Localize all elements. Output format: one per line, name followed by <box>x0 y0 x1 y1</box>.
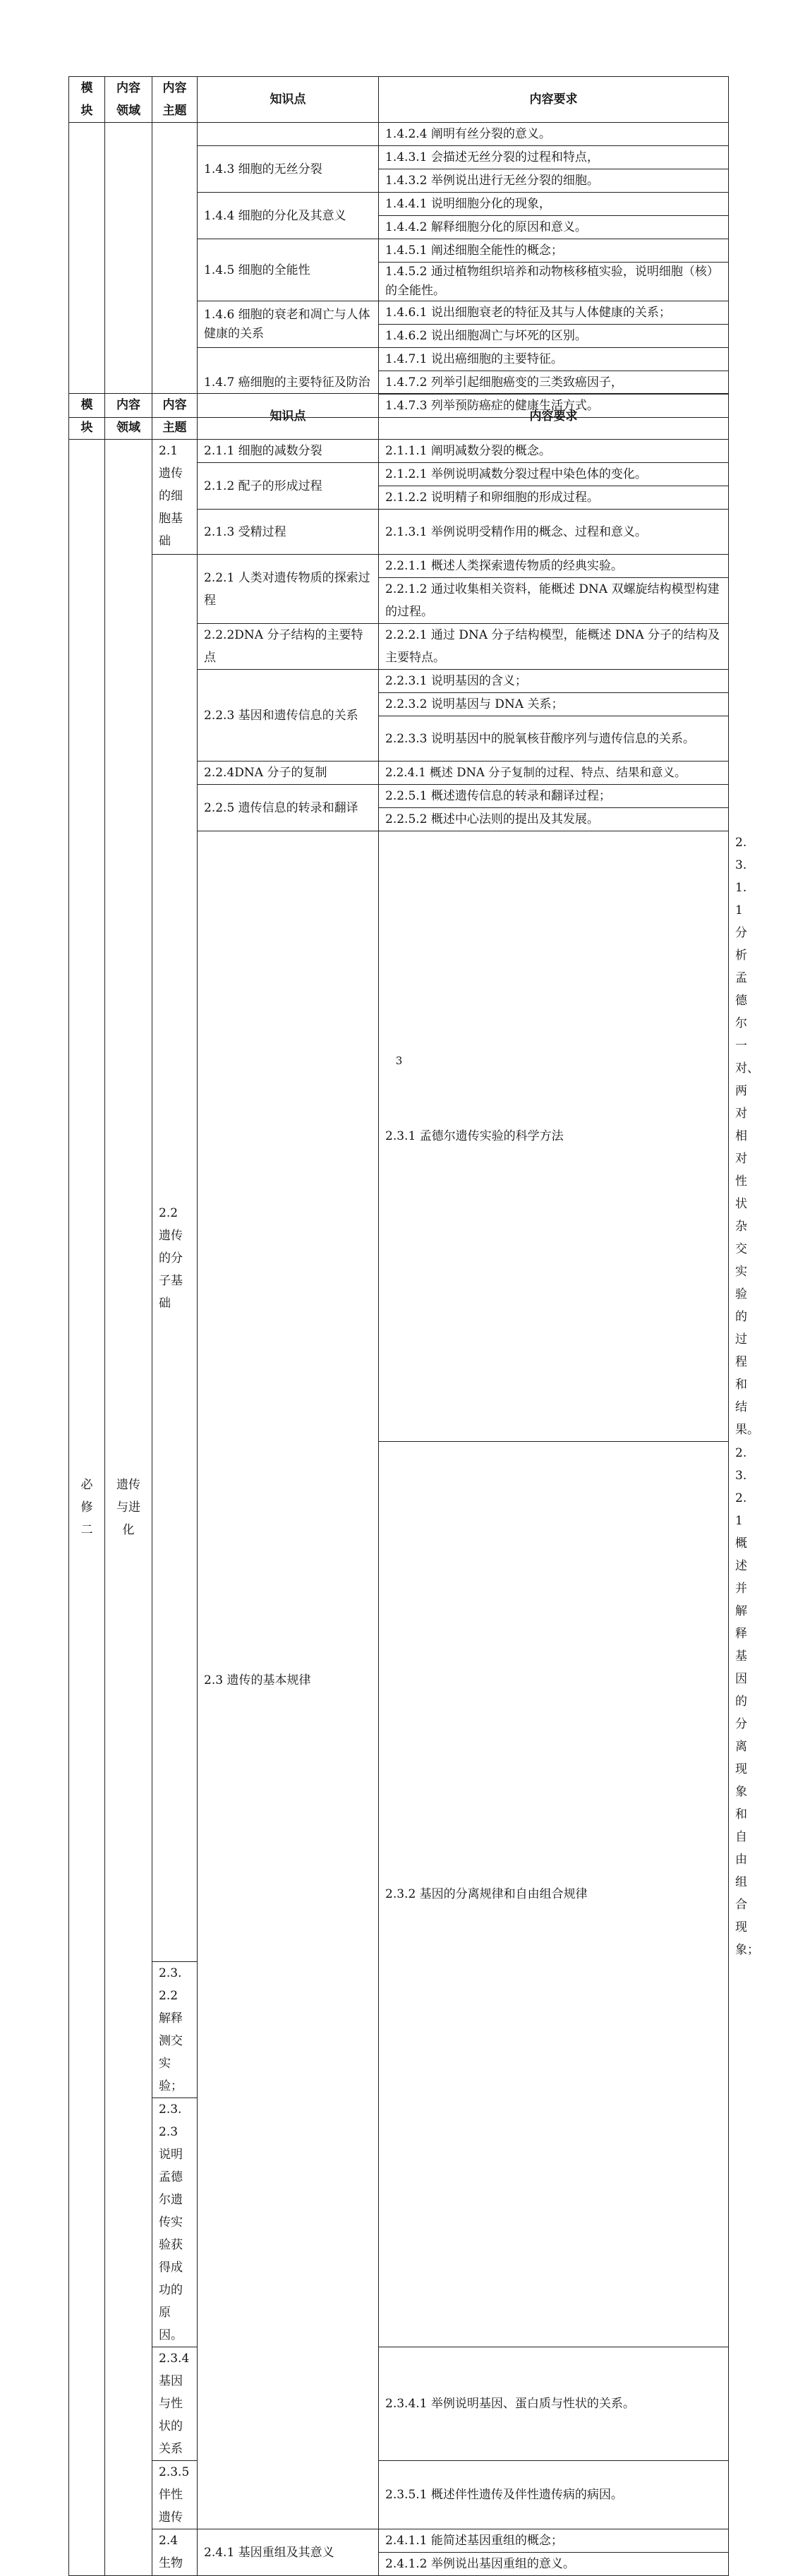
requirement-cell: 2.2.2.1 通过 DNA 分子结构模型，能概述 DNA 分子的结构及主要特点。 <box>379 624 729 670</box>
knowledge-cell: 1.4.4 细胞的分化及其意义 <box>198 193 379 239</box>
requirement-cell: 2.4.1.2 举例说出基因重组的意义。 <box>379 2553 729 2576</box>
content-theme-cell: 2.3 遗传的基本规律 <box>198 831 379 2529</box>
knowledge-cell: 2.2.4DNA 分子的复制 <box>198 762 379 785</box>
header-knowledge-point: 知识点 <box>198 394 379 440</box>
requirement-cell: 2.2.5.1 概述遗传信息的转录和翻译过程； <box>379 785 729 808</box>
knowledge-cell: 2.3.4 基因与性状的关系 <box>152 2347 198 2461</box>
requirement-cell: 2.4.1.1 能简述基因重组的概念； <box>379 2529 729 2553</box>
page-number: 3 <box>395 1054 403 1067</box>
knowledge-cell: 2.2.5 遗传信息的转录和翻译 <box>198 785 379 831</box>
content-theme-cell <box>152 123 198 418</box>
header-module: 模块 <box>69 77 105 123</box>
header-content-theme: 内容主题 <box>152 77 198 123</box>
content-theme-cell: 2.4 生物 <box>152 2529 198 2576</box>
header-content-requirement: 内容要求 <box>379 394 729 440</box>
requirement-cell: 1.4.5.2 通过植物组织培养和动物核移植实验，说明细胞（核）的全能性。 <box>379 263 729 301</box>
header-content-area: 内容领域 <box>105 77 152 123</box>
knowledge-cell: 1.4.7 癌细胞的主要特征及防治 <box>198 348 379 418</box>
requirement-cell: 1.4.3.1 会描述无丝分裂的过程和特点， <box>379 146 729 169</box>
requirement-cell: 1.4.2.4 阐明有丝分裂的意义。 <box>379 123 729 146</box>
requirement-cell: 1.4.4.2 解释细胞分化的原因和意义。 <box>379 216 729 239</box>
knowledge-cell: 2.3.5 伴性遗传 <box>152 2461 198 2529</box>
knowledge-cell: 2.3.2 基因的分离规律和自由组合规律 <box>379 1442 729 2347</box>
knowledge-cell: 2.3.1 孟德尔遗传实验的科学方法 <box>379 831 729 1442</box>
knowledge-cell: 2.4.1 基因重组及其意义 <box>198 2529 379 2576</box>
knowledge-cell: 2.2.3 基因和遗传信息的关系 <box>198 670 379 762</box>
curriculum-table-1 <box>68 76 729 418</box>
header-knowledge-point: 知识点 <box>198 77 379 123</box>
requirement-cell: 2.2.3.1 说明基因的含义； <box>379 670 729 693</box>
header-content-area: 内容领域 <box>105 394 152 440</box>
knowledge-cell: 2.1.1 细胞的减数分裂 <box>198 440 379 463</box>
module-cell <box>69 123 105 418</box>
requirement-cell: 2.2.3.3 说明基因中的脱氧核苷酸序列与遗传信息的关系。 <box>379 716 729 762</box>
requirement-cell: 2.2.4.1 概述 DNA 分子复制的过程、特点、结果和意义。 <box>379 762 729 785</box>
requirement-cell: 2.1.3.1 举例说明受精作用的概念、过程和意义。 <box>379 510 729 555</box>
requirement-cell: 1.4.4.1 说明细胞分化的现象， <box>379 193 729 216</box>
requirement-cell: 2.2.3.2 说明基因与 DNA 关系； <box>379 693 729 716</box>
knowledge-cell: 2.2.1 人类对遗传物质的探索过程 <box>198 555 379 624</box>
content-theme-cell: 2.1 遗传的细胞基础 <box>152 440 198 555</box>
content-area-cell <box>105 123 152 418</box>
requirement-cell: 1.4.6.1 说出细胞衰老的特征及其与人体健康的关系； <box>379 301 729 325</box>
knowledge-cell <box>198 123 379 146</box>
requirement-cell: 2.2.1.2 通过收集相关资料，能概述 DNA 双螺旋结构模型构建的过程。 <box>379 578 729 624</box>
requirement-cell: 2.1.1.1 阐明减数分裂的概念。 <box>379 440 729 463</box>
knowledge-cell: 2.2.2DNA 分子结构的主要特点 <box>198 624 379 670</box>
header-content-requirement: 内容要求 <box>379 77 729 123</box>
requirement-cell: 2.1.2.2 说明精子和卵细胞的形成过程。 <box>379 486 729 510</box>
module-cell: 必修二 <box>69 440 105 2576</box>
requirement-cell: 2.2.1.1 概述人类探索遗传物质的经典实验。 <box>379 555 729 578</box>
requirement-cell: 2.3.2.3 说明孟德尔遗传实验获得成功的原因。 <box>152 2098 198 2347</box>
header-content-theme: 内容主题 <box>152 394 198 440</box>
content-area-cell: 遗传与进化 <box>105 440 152 2576</box>
requirement-cell: 1.4.7.3 列举预防癌症的健康生活方式。 <box>379 395 729 418</box>
requirement-cell: 1.4.7.2 列举引起细胞癌变的三类致癌因子， <box>379 371 729 395</box>
requirement-cell: 2.3.2.2 解释测交实验； <box>152 1962 198 2098</box>
knowledge-cell: 1.4.5 细胞的全能性 <box>198 239 379 301</box>
knowledge-cell: 1.4.6 细胞的衰老和凋亡与人体健康的关系 <box>198 301 379 348</box>
knowledge-cell: 2.1.3 受精过程 <box>198 510 379 555</box>
knowledge-cell: 1.4.3 细胞的无丝分裂 <box>198 146 379 193</box>
requirement-cell: 2.3.5.1 概述伴性遗传及伴性遗传病的病因。 <box>379 2461 729 2529</box>
requirement-cell: 1.4.3.2 举例说出进行无丝分裂的细胞。 <box>379 169 729 193</box>
requirement-cell: 2.2.5.2 概述中心法则的提出及其发展。 <box>379 808 729 831</box>
requirement-cell: 1.4.5.1 阐述细胞全能性的概念； <box>379 239 729 263</box>
requirement-cell: 2.3.4.1 举例说明基因、蛋白质与性状的关系。 <box>379 2347 729 2461</box>
content-theme-cell: 2.2 遗传的分子基础 <box>152 555 198 1962</box>
requirement-cell: 1.4.7.1 说出癌细胞的主要特征。 <box>379 348 729 371</box>
knowledge-cell: 2.1.2 配子的形成过程 <box>198 463 379 510</box>
curriculum-table-2: 模块 内容领域 内容主题 知识点 内容要求 必修二 遗传与进化 2.1 遗传的细胞基础 2.1.1 细胞的减数分裂 2.1.1.1 阐明减数分裂的概念。 2.1.2 配子的形成过程 2.1.2.1 举例说明减数分裂过程中染色体的变化。 2.1.2.2 说明精子和卵细胞的形成过程。 2.1.3 受精过程 2.1.3.1 举例说明受精作用的概念、过程和意义。 2.2 遗传的分子基础 2.2.1 人类对遗传物质的探索过程 2.2.1.1 概述人类探索遗传物质的经典实验。 2.2.1.2 通过收集相关资料，能概述 DNA 双螺旋结构模型构建的过程。 2.2.2DNA 分子结构的主要特点 2.2.2.1 通过 DNA 分子结构模型，能概述 DNA 分子的结构及主要特点。 2.2.3 基因和遗传信息的关系 2.2.3.1 说明基因的含义； 2.2.3.2 说明基因与 DNA 关系； 2.2.3.3 说明基因中的脱氧核苷酸序列与遗传信息的关系。 2.2.4DNA 分子的复制 2.2.4.1 概述 DNA 分子复制的过程、特点、结果和意义。 2.2.5 遗传信息的转录和翻译 2.2.5.1 概述遗传信息的转录和翻译过程； 2.2.5.2 概述中心法则的提出及其发展。 2.3 遗传的基本规律 2.3.1 孟德尔遗传实验的科学方法 2.3.1.1 分析孟德尔一对、两对相对性状杂交实验的过程和结果。 2.3.2 基因的分离规律和自由组合规律 2.3.2.1 概述并解释基因的分离现象和自由组合现象； 2.3.2.2 解释测交实验； 2.3.2.3 说明孟德尔遗传实验获得成功的原因。 2.3.4 基因与性状的关系 2.3.4.1 举例说明基因、蛋白质与性状的关系。 2.3.5 伴性遗传 2.3.5.1 概述伴性遗传及伴性遗传病的病因。 2.4 生物 2.4.1 基因重组及其意义 2.4.1.1 能简述基因重组的概念； 2.4.1.2 举例说出基因重组的意义。 <box>68 393 729 2576</box>
requirement-cell: 2.1.2.1 举例说明减数分裂过程中染色体的变化。 <box>379 463 729 486</box>
requirement-cell: 1.4.6.2 说出细胞凋亡与坏死的区别。 <box>379 325 729 348</box>
header-module: 模块 <box>69 394 105 440</box>
